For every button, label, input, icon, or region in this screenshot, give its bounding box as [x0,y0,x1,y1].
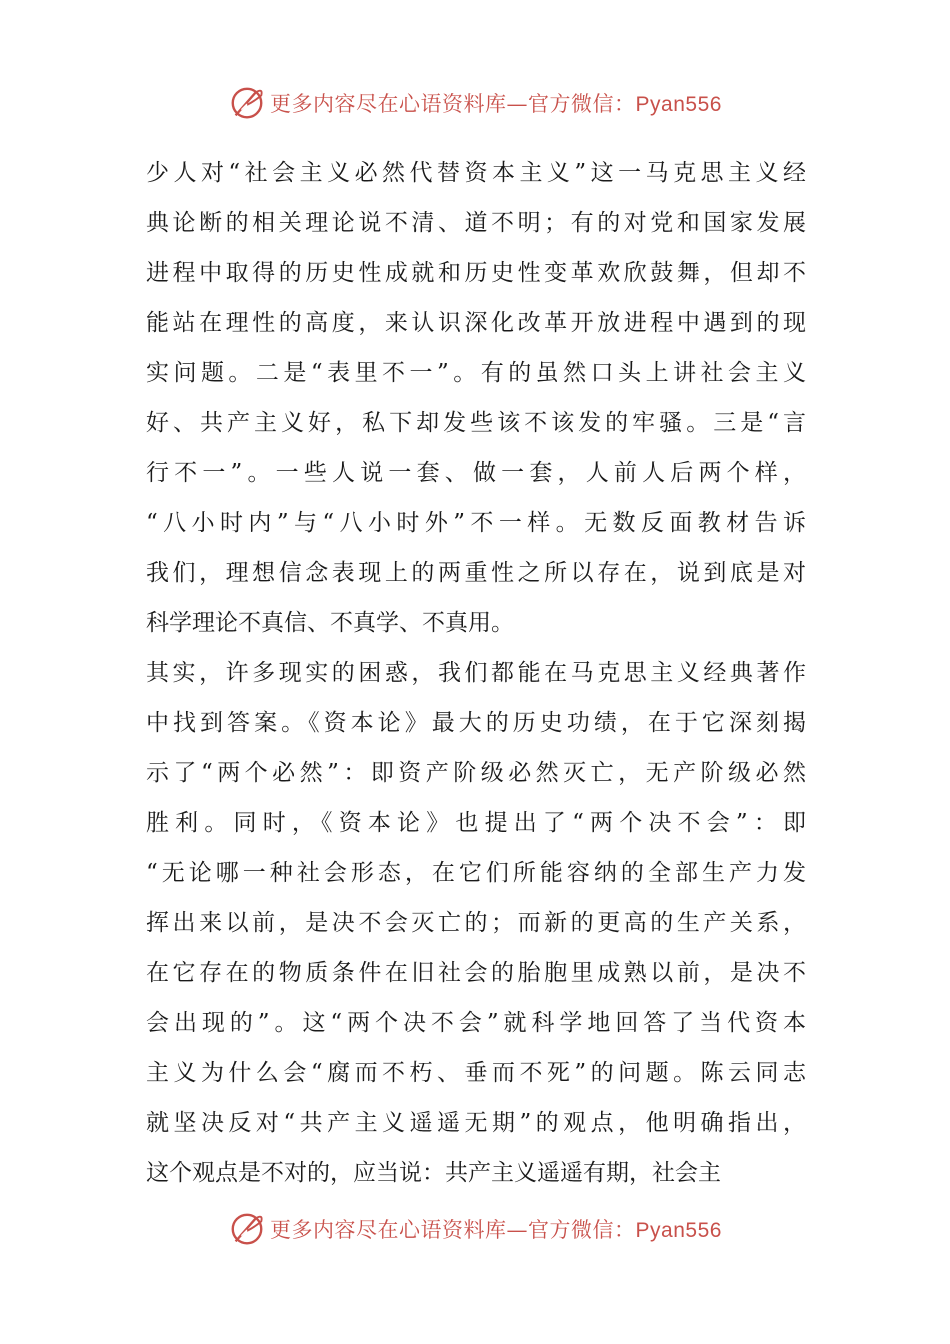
quill-seal-logo-icon [228,1210,266,1248]
watermark-text: 更多内容尽在心语资料库—官方微信：Pyan556 [270,1218,722,1242]
watermark-text: 更多内容尽在心语资料库—官方微信：Pyan556 [270,92,722,116]
quill-seal-logo-icon [228,84,266,122]
text-line: 好、共产主义好，私下却发些该不该发的牢骚。三是“言 [146,410,806,436]
text-line: 就坚决反对“共产主义遥遥无期”的观点，他明确指出， [146,1110,806,1136]
text-line: 主义为什么会“腐而不朽、垂而不死”的问题。陈云同志 [146,1060,806,1086]
text-line: 实问题。二是“表里不一”。有的虽然口头上讲社会主义 [146,360,806,386]
text-line: 会出现的”。这“两个决不会”就科学地回答了当代资本 [146,1010,806,1036]
text-line: 能站在理性的高度，来认识深化改革开放进程中遇到的现 [146,310,806,336]
footer-watermark-banner [0,1207,950,1251]
text-line: 少人对“社会主义必然代替资本主义”这一马克思主义经 [146,160,806,186]
text-line: 胜利。同时，《资本论》也提出了“两个决不会”：即 [146,810,806,836]
text-line: 进程中取得的历史性成就和历史性变革欢欣鼓舞，但却不 [146,260,806,286]
text-line: 其实，许多现实的困惑，我们都能在马克思主义经典著作 [146,660,806,686]
text-line: 在它存在的物质条件在旧社会的胎胞里成熟以前，是决不 [146,960,806,986]
text-line: 科学理论不真信、不真学、不真用。 [146,610,514,636]
text-line: 挥出来以前，是决不会灭亡的；而新的更高的生产关系， [146,910,806,936]
text-line: 这个观点是不对的，应当说：共产主义遥遥有期，社会主 [146,1160,721,1186]
text-line: 典论断的相关理论说不清、道不明；有的对党和国家发展 [146,210,806,236]
text-line: 中找到答案。《资本论》最大的历史功绩，在于它深刻揭 [146,710,806,736]
text-line: “无论哪一种社会形态，在它们所能容纳的全部生产力发 [146,860,806,886]
text-line: 示了“两个必然”：即资产阶级必然灭亡，无产阶级必然 [146,760,806,786]
text-line: 我们，理想信念表现上的两重性之所以存在，说到底是对 [146,560,806,586]
document-body [146,148,806,1198]
text-line: 行不一”。一些人说一套、做一套，人前人后两个样， [146,460,806,486]
text-line: “八小时内”与“八小时外”不一样。无数反面教材告诉 [146,510,806,536]
header-watermark-banner [0,81,950,125]
